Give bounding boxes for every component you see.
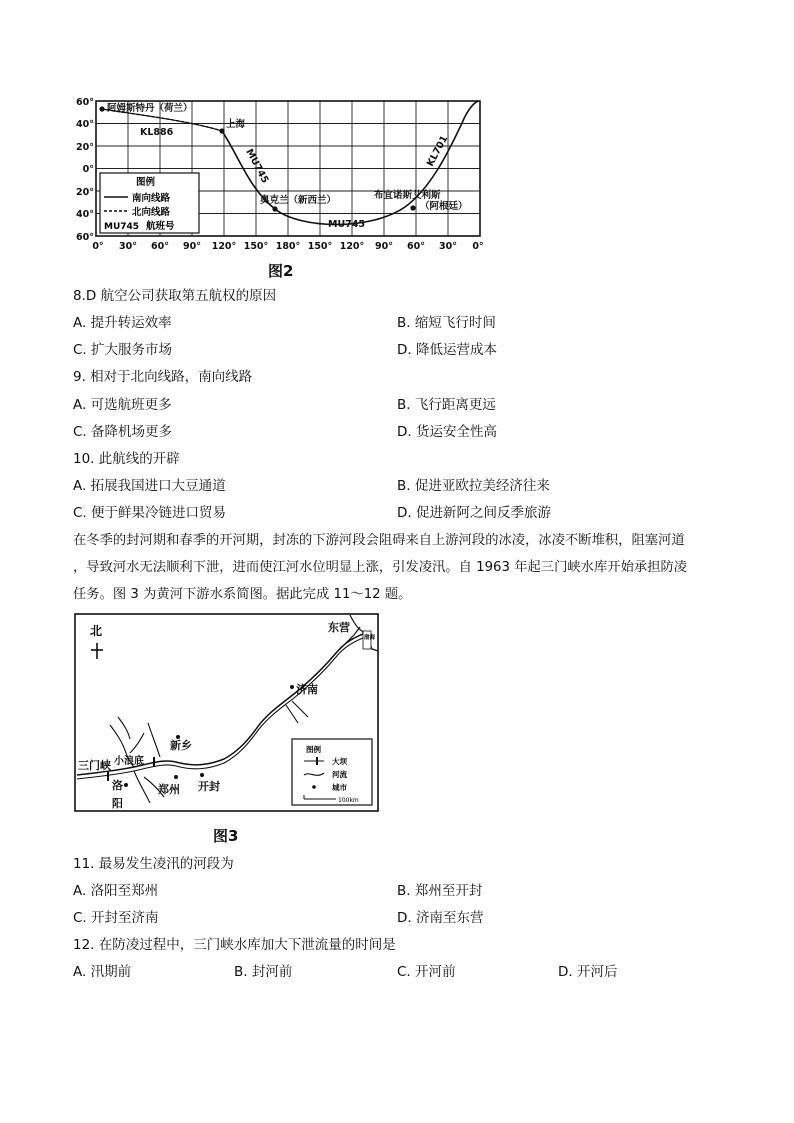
q10-option-d[interactable]: D. 促进新阿之间反季旅游 [397,505,551,521]
q12-option-d[interactable]: D. 开河后 [558,964,618,980]
q12-option-a[interactable]: A. 汛期前 [73,964,132,980]
jinan-point [290,685,294,689]
x-tick-label: 0° [92,241,104,252]
x-tick-label: 0° [472,241,484,252]
q10-stem: 10. 此航线的开辟 [73,451,180,467]
q9-option-c[interactable]: C. 备降机场更多 [73,424,173,440]
x-tick-label: 150° [243,241,269,252]
kaifeng-point [200,773,204,777]
north-label: 北 [90,624,103,638]
auckland-label: 奥克兰（新西兰） [260,195,337,206]
passage-line-2: ，导致河水无法顺利下泄，进而使江河水位明显上涨，引发凌汛。自 1963 年起三门峡水库开始承担防凌 [73,560,688,575]
city-xiaolangdi-label: 小浪底 [114,756,144,767]
q11-option-c[interactable]: C. 开封至济南 [73,910,159,926]
city-luoyang-label-1: 洛 [112,779,123,792]
passage-line-1: 在冬季的封河期和春季的开河期，封冻的下游河段会阻碍来自上游河段的冰凌，冰凌不断堆积，阻塞河道 [73,533,685,548]
shanghai-label: 上海 [226,119,246,130]
q9-option-b[interactable]: B. 飞行距离更远 [397,397,496,413]
q11-option-a[interactable]: A. 洛阳至郑州 [73,883,159,899]
legend-scale-label: 100km [338,797,359,804]
figure-3-legend [292,739,372,805]
x-tick-label: 90° [375,241,393,252]
city-zhengzhou-label: 郑州 [158,783,180,796]
flight-mu745-label: MU745 [243,147,271,186]
x-tick-label: 60° [151,241,169,252]
amsterdam-point [99,106,104,111]
q10-option-c[interactable]: C. 便于鲜果冷链进口贸易 [73,505,227,521]
zhengzhou-point [174,775,178,779]
y-tick-label: 60° [76,232,94,243]
legend-north-label: 北向线路 [132,207,171,218]
q9-option-d[interactable]: D. 货运安全性高 [397,424,497,440]
flight-mu745-label: MU745 [328,219,365,230]
figure-3-caption: 图3 [213,827,239,845]
q8-option-a[interactable]: A. 提升转运效率 [73,315,172,331]
city-jinan-label: 济南 [296,683,318,696]
legend-title: 图例 [136,177,156,188]
x-tick-label: 30° [439,241,457,252]
q8-stem: 8.D 航空公司获取第五航权的原因 [73,288,277,304]
figure-2-route-map [70,95,490,255]
q11-option-d[interactable]: D. 济南至东营 [397,910,484,926]
y-tick-label: 60° [76,97,94,108]
q9-option-a[interactable]: A. 可选航班更多 [73,397,172,413]
q12-option-c[interactable]: C. 开河前 [397,964,456,980]
x-tick-label: 180° [275,241,301,252]
legend-flight-label: 航班号 [146,221,175,232]
q8-option-b[interactable]: B. 缩短飞行时间 [397,315,496,331]
buenos-aires-point [410,205,415,210]
figure-3-river-map [74,613,380,813]
q10-option-a[interactable]: A. 拓展我国进口大豆通道 [73,478,226,494]
buenos-aires-label: 布宜诺斯艾利斯 [374,190,441,201]
legend-title: 图例 [306,745,321,754]
sea-label: 渤海 [364,635,376,641]
auckland-point [272,206,277,211]
buenos-aires-country-label: （阿根廷） [420,201,468,212]
q8-option-d[interactable]: D. 降低运营成本 [397,342,497,358]
city-xinxiang-label: 新乡 [170,739,192,752]
q11-stem: 11. 最易发生凌汛的河段为 [73,856,234,872]
legend-river-label: 河流 [332,770,347,779]
q11-option-b[interactable]: B. 郑州至开封 [397,883,483,899]
luoyang-point [124,783,128,787]
city-luoyang-label-2: 阳 [112,797,123,810]
q9-stem: 9. 相对于北向线路，南向线路 [73,369,253,385]
legend-dam-label: 大坝 [332,757,347,766]
city-sanmenxia-label: 三门峡 [78,759,111,772]
x-tick-label: 30° [119,241,137,252]
city-dongying-label: 东营 [328,621,350,634]
figure-2-legend [100,173,199,233]
y-tick-label: 0° [82,164,94,175]
x-tick-label: 150° [307,241,333,252]
y-tick-label: 40° [76,209,94,220]
y-tick-label: 40° [76,119,94,130]
q12-stem: 12. 在防凌过程中，三门峡水库加大下泄流量的时间是 [73,937,396,953]
x-tick-label: 120° [339,241,365,252]
q8-option-c[interactable]: C. 扩大服务市场 [73,342,173,358]
x-tick-label: 120° [211,241,237,252]
x-tick-label: 60° [407,241,425,252]
passage-line-3: 任务。图 3 为黄河下游水系简图。据此完成 11～12 题。 [73,587,412,602]
q10-option-b[interactable]: B. 促进亚欧拉美经济往来 [397,478,550,494]
shanghai-point [219,128,224,133]
x-tick-label: 90° [183,241,201,252]
flight-kl886-label: KL886 [140,127,174,138]
y-tick-label: 20° [76,142,94,153]
y-tick-label: 20° [76,187,94,198]
legend-south-label: 南向线路 [132,193,171,204]
amsterdam-label: 阿姆斯特丹（荷兰） [107,103,193,114]
city-kaifeng-label: 开封 [198,780,220,793]
flight-kl701-label: KL701 [424,133,451,169]
q12-option-b[interactable]: B. 封河前 [234,964,293,980]
legend-city-label: 城市 [332,783,347,792]
legend-flight-code: MU745 [104,222,140,232]
figure-2-caption: 图2 [268,262,294,280]
